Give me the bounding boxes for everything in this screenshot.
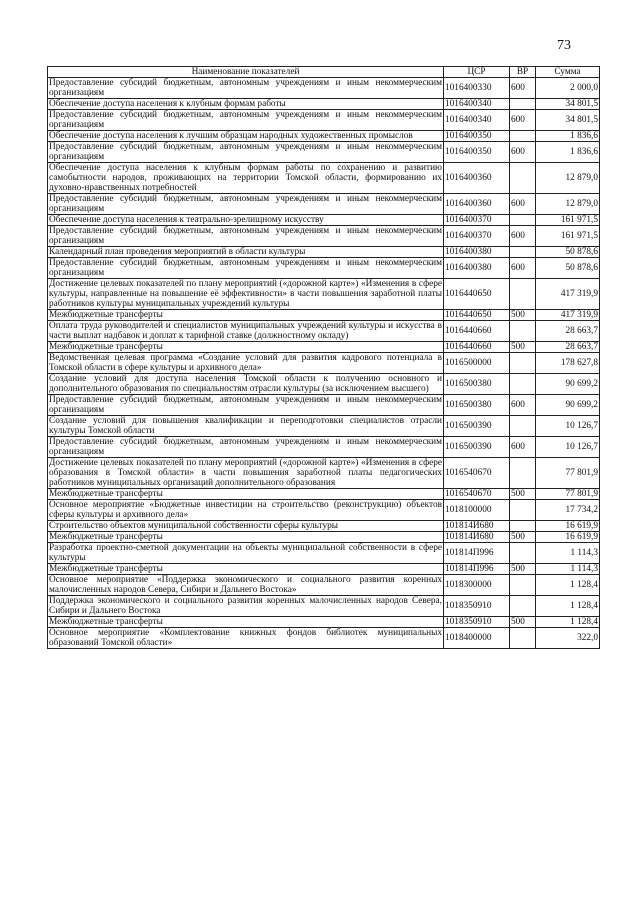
row-csr: 1016400350 bbox=[444, 131, 510, 142]
row-sum: 10 126,7 bbox=[536, 437, 600, 458]
row-name: Основное мероприятие «Комплектование книжных фондов библиотек муниципальных образований Томской области» bbox=[49, 628, 442, 648]
row-name: Обеспечение доступа населения к клубным формам работы bbox=[48, 99, 444, 110]
row-name: Обеспечение доступа населения к театрально-зрелищному искусству bbox=[48, 215, 444, 226]
row-sum: 34 801,5 bbox=[536, 110, 600, 131]
row-sum: 1 128,4 bbox=[536, 596, 600, 617]
row-vr: 600 bbox=[510, 142, 536, 163]
row-sum: 12 879,0 bbox=[536, 163, 600, 194]
table-row bbox=[48, 628, 600, 649]
row-name: Межбюджетные трансферты bbox=[48, 564, 444, 575]
header-vr: ВР bbox=[510, 67, 536, 78]
row-sum: 161 971,5 bbox=[536, 226, 600, 247]
row-csr: 1018350910 bbox=[444, 596, 510, 617]
row-csr: 1018100000 bbox=[444, 500, 510, 521]
row-vr: 600 bbox=[510, 194, 536, 215]
row-vr: 600 bbox=[510, 395, 536, 416]
row-sum: 1 114,3 bbox=[536, 564, 600, 575]
row-name: Межбюджетные трансферты bbox=[48, 617, 444, 628]
row-sum: 34 801,5 bbox=[536, 99, 600, 110]
row-name: Обеспечение доступа населения к клубным формам работы по сохранению и развитию самобытности народов, проживающих на территории Томской области, формированию их духовно-нравственных потребностей bbox=[49, 163, 442, 193]
row-csr: 1016440650 bbox=[444, 279, 510, 310]
row-csr: 1016500390 bbox=[444, 416, 510, 437]
table-row bbox=[48, 99, 600, 110]
table-row bbox=[48, 247, 600, 258]
row-vr: 500 bbox=[510, 489, 536, 500]
row-sum: 1 836,6 bbox=[536, 142, 600, 163]
row-name: Предоставление субсидий бюджетным, автономным учреждениям и иным некоммерческим организациям bbox=[49, 258, 442, 278]
table-row bbox=[48, 395, 600, 416]
row-csr: 1016540670 bbox=[444, 458, 510, 489]
row-sum: 1 128,4 bbox=[536, 575, 600, 596]
table-row bbox=[48, 564, 600, 575]
row-sum: 322,0 bbox=[536, 628, 600, 649]
row-sum: 90 699,2 bbox=[536, 395, 600, 416]
table-row bbox=[48, 543, 600, 564]
row-vr bbox=[510, 163, 536, 194]
row-csr: 1016440650 bbox=[444, 310, 510, 321]
row-name: Календарный план проведения мероприятий в области культуры bbox=[48, 247, 444, 258]
row-sum: 16 619,9 bbox=[536, 532, 600, 543]
row-sum: 161 971,5 bbox=[536, 215, 600, 226]
row-vr: 600 bbox=[510, 226, 536, 247]
row-name: Предоставление субсидий бюджетным, автономным учреждениям и иным некоммерческим организациям bbox=[49, 395, 442, 415]
row-name: Поддержка экономического и социального развития коренных малочисленных народов Севера, Сибири и Дальнего Востока bbox=[49, 596, 442, 616]
row-vr bbox=[510, 500, 536, 521]
row-name: Создание условий для доступа населения Томской области к получению основного и дополнительного образования по специальностям отрасли культуры (за исключением высшего) bbox=[49, 374, 442, 394]
row-csr: 1016440660 bbox=[444, 321, 510, 342]
row-csr: 1016400370 bbox=[444, 215, 510, 226]
table-row bbox=[48, 142, 600, 163]
row-vr bbox=[510, 215, 536, 226]
row-csr: 1016500000 bbox=[444, 353, 510, 374]
header-row bbox=[48, 67, 600, 78]
row-vr bbox=[510, 458, 536, 489]
table-row bbox=[48, 596, 600, 617]
row-csr: 1018300000 bbox=[444, 575, 510, 596]
row-vr bbox=[510, 321, 536, 342]
header-sum: Сумма bbox=[536, 67, 600, 78]
row-sum: 417 319,9 bbox=[536, 310, 600, 321]
row-sum: 1 114,3 bbox=[536, 543, 600, 564]
row-sum: 2 000,0 bbox=[536, 78, 600, 99]
row-csr: 1016400380 bbox=[444, 247, 510, 258]
table-row bbox=[48, 353, 600, 374]
row-name: Межбюджетные трансферты bbox=[48, 310, 444, 321]
row-vr: 500 bbox=[510, 532, 536, 543]
row-vr bbox=[510, 374, 536, 395]
table-row bbox=[48, 374, 600, 395]
row-sum: 77 801,9 bbox=[536, 489, 600, 500]
row-sum: 50 878,6 bbox=[536, 247, 600, 258]
table-row bbox=[48, 321, 600, 342]
table-row bbox=[48, 489, 600, 500]
table-row bbox=[48, 131, 600, 142]
row-sum: 77 801,9 bbox=[536, 458, 600, 489]
row-csr: 101814И680 bbox=[444, 521, 510, 532]
table-row bbox=[48, 215, 600, 226]
row-name: Предоставление субсидий бюджетным, автономным учреждениям и иным некоммерческим организациям bbox=[49, 142, 442, 162]
table-row bbox=[48, 575, 600, 596]
row-vr bbox=[510, 521, 536, 532]
table-row bbox=[48, 310, 600, 321]
row-csr: 101814П996 bbox=[444, 543, 510, 564]
row-sum: 12 879,0 bbox=[536, 194, 600, 215]
row-vr: 600 bbox=[510, 110, 536, 131]
row-csr: 1016500380 bbox=[444, 374, 510, 395]
table-row bbox=[48, 78, 600, 99]
row-sum: 28 663,7 bbox=[536, 342, 600, 353]
row-csr: 1016440660 bbox=[444, 342, 510, 353]
row-name: Строительство объектов муниципальной собственности сферы культуры bbox=[48, 521, 444, 532]
row-name: Ведомственная целевая программа «Создание условий для развития кадрового потенциала в Томской области в сфере культуры и архивного дела» bbox=[49, 353, 442, 373]
row-name: Предоставление субсидий бюджетным, автономным учреждениям и иным некоммерческим организациям bbox=[49, 437, 442, 457]
table-body bbox=[48, 78, 600, 649]
row-csr: 1016500380 bbox=[444, 395, 510, 416]
table-row bbox=[48, 416, 600, 437]
row-csr: 1016500390 bbox=[444, 437, 510, 458]
table-row bbox=[48, 194, 600, 215]
row-vr bbox=[510, 353, 536, 374]
row-csr: 1016400340 bbox=[444, 110, 510, 131]
row-csr: 1016400350 bbox=[444, 142, 510, 163]
budget-table bbox=[47, 66, 600, 649]
row-csr: 1018350910 bbox=[444, 617, 510, 628]
row-vr: 600 bbox=[510, 437, 536, 458]
row-csr: 1016540670 bbox=[444, 489, 510, 500]
row-vr bbox=[510, 628, 536, 649]
row-name: Создание условий для повышения квалификации и переподготовки специалистов отрасли культуры Томской области bbox=[49, 416, 442, 436]
row-name: Основное мероприятие «Поддержка экономического и социального развития коренных малочисленных народов Севера, Сибири и Дальнего Востока» bbox=[49, 575, 442, 595]
row-name: Предоставление субсидий бюджетным, автономным учреждениям и иным некоммерческим организациям bbox=[49, 78, 442, 98]
row-sum: 1 836,6 bbox=[536, 131, 600, 142]
row-vr bbox=[510, 99, 536, 110]
row-vr: 600 bbox=[510, 78, 536, 99]
row-sum: 417 319,9 bbox=[536, 279, 600, 310]
row-sum: 28 663,7 bbox=[536, 321, 600, 342]
row-vr bbox=[510, 575, 536, 596]
row-vr: 500 bbox=[510, 342, 536, 353]
row-sum: 1 128,4 bbox=[536, 617, 600, 628]
row-sum: 10 126,7 bbox=[536, 416, 600, 437]
table-row bbox=[48, 226, 600, 247]
row-name: Межбюджетные трансферты bbox=[48, 342, 444, 353]
table-row bbox=[48, 458, 600, 489]
table-row bbox=[48, 532, 600, 543]
row-name: Предоставление субсидий бюджетным, автономным учреждениям и иным некоммерческим организациям bbox=[49, 226, 442, 246]
row-name: Разработка проектно-сметной документации на объекты муниципальной собственности в сфере культуры bbox=[49, 543, 442, 563]
row-csr: 101814И680 bbox=[444, 532, 510, 543]
row-csr: 1016400360 bbox=[444, 194, 510, 215]
row-sum: 16 619,9 bbox=[536, 521, 600, 532]
row-csr: 1016400370 bbox=[444, 226, 510, 247]
row-vr bbox=[510, 416, 536, 437]
table-row bbox=[48, 163, 600, 194]
row-csr: 1016400380 bbox=[444, 258, 510, 279]
row-vr bbox=[510, 131, 536, 142]
row-vr: 600 bbox=[510, 258, 536, 279]
row-name: Достижение целевых показателей по плану мероприятий («дорожной карте») «Изменения в сфере культуры, направленные на повышение её эффективности» в части повышения заработной платы работников культуры муниципальных учреждений культуры bbox=[49, 279, 442, 309]
table-row bbox=[48, 521, 600, 532]
page-number: 73 bbox=[557, 38, 571, 53]
row-name: Оплата труда руководителей и специалистов муниципальных учреждений культуры и искусства в части выплат надбавок и доплат к тарифной ставке (должностному окладу) bbox=[49, 321, 442, 341]
table-row bbox=[48, 258, 600, 279]
row-csr: 101814П996 bbox=[444, 564, 510, 575]
row-name: Основное мероприятие «Бюджетные инвестиции на строительство (реконструкцию) объектов сферы культуры и архивного дела» bbox=[49, 500, 442, 520]
row-csr: 1016400330 bbox=[444, 78, 510, 99]
header-csr: ЦСР bbox=[444, 67, 510, 78]
row-vr bbox=[510, 596, 536, 617]
row-csr: 1016400340 bbox=[444, 99, 510, 110]
table-row bbox=[48, 110, 600, 131]
row-vr bbox=[510, 247, 536, 258]
row-name: Предоставление субсидий бюджетным, автономным учреждениям и иным некоммерческим организациям bbox=[49, 194, 442, 214]
table-row bbox=[48, 342, 600, 353]
header-name: Наименование показателей bbox=[48, 67, 444, 78]
table-header bbox=[48, 67, 600, 78]
row-csr: 1016400360 bbox=[444, 163, 510, 194]
row-name: Достижение целевых показателей по плану мероприятий («дорожной карте») «Изменения в сфере образования в Томской области» в части повышения заработной платы педагогических работников муниципальных организаций дополнительного образования bbox=[49, 458, 442, 488]
row-name: Предоставление субсидий бюджетным, автономным учреждениям и иным некоммерческим организациям bbox=[49, 110, 442, 130]
table-row bbox=[48, 500, 600, 521]
row-name: Обеспечение доступа населения к лучшим образцам народных художественных промыслов bbox=[48, 131, 444, 142]
row-sum: 17 734,2 bbox=[536, 500, 600, 521]
table-row bbox=[48, 279, 600, 310]
table-row bbox=[48, 437, 600, 458]
row-csr: 1018400000 bbox=[444, 628, 510, 649]
row-sum: 178 627,8 bbox=[536, 353, 600, 374]
row-vr bbox=[510, 543, 536, 564]
row-vr: 500 bbox=[510, 617, 536, 628]
table-row bbox=[48, 617, 600, 628]
row-name: Межбюджетные трансферты bbox=[48, 532, 444, 543]
row-name: Межбюджетные трансферты bbox=[48, 489, 444, 500]
row-vr: 500 bbox=[510, 564, 536, 575]
row-sum: 50 878,6 bbox=[536, 258, 600, 279]
row-vr bbox=[510, 279, 536, 310]
row-sum: 90 699,2 bbox=[536, 374, 600, 395]
row-vr: 500 bbox=[510, 310, 536, 321]
